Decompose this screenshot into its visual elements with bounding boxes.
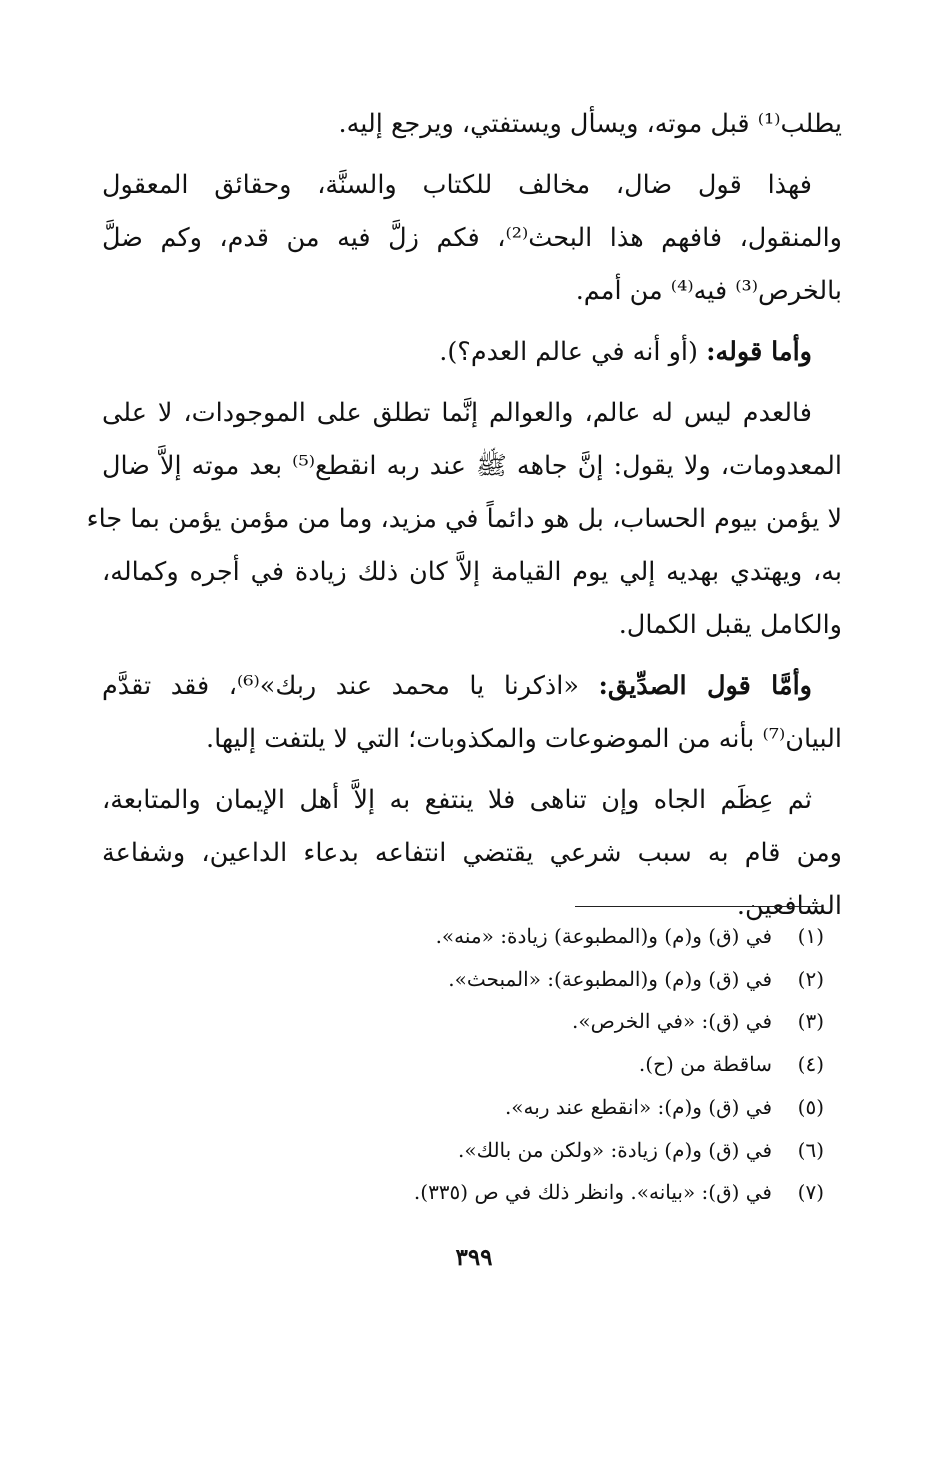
- paragraph-6-line-3: الشافعين.: [736, 891, 842, 921]
- footnote-text: في (ق) و(م) و(المطبوعة) زيادة: «منه».: [435, 924, 772, 948]
- footnote-1: [102, 915, 824, 958]
- footnotes: [102, 915, 824, 1214]
- paragraph-2-line-2: والمنقول، فافهم هذا البحث⁽²⁾، فكم زلَّ فيه من قدم، وكم ضلَّ: [102, 223, 842, 253]
- footnote-number: (٤): [797, 1052, 824, 1077]
- footnote-text: في (ق) و(م) زيادة: «ولكن من بالك».: [458, 1137, 772, 1162]
- footnote-number: (١): [797, 924, 824, 948]
- page-number: ٣٩٩: [455, 1244, 493, 1271]
- footnote-2: [102, 958, 824, 1001]
- main-text: [86, 98, 843, 933]
- footnote-text: في (ق): «بيانه». وانظر ذلك في ص (٣٣٥).: [413, 1180, 772, 1205]
- footnote-3: [102, 1000, 824, 1043]
- footnote-number: (٧): [797, 1180, 824, 1205]
- footnote-text: في (ق) و(م) و(المطبوعة): «المبحث».: [448, 966, 772, 991]
- paragraph-4-line-2: المعدومات، ولا يقول: إنَّ جاهه ﷺ عند ربه انقطع⁽⁵⁾ بعد موته إلاَّ ضال: [102, 451, 843, 481]
- footnote-number: (٦): [797, 1137, 824, 1162]
- footnote-6: [102, 1129, 824, 1172]
- footnote-number: (٥): [797, 1094, 824, 1119]
- footnote-7: [102, 1171, 824, 1214]
- paragraph-3-quote: (أو أنه في عالم العدم؟).: [439, 337, 698, 367]
- footnote-number: (٣): [797, 1009, 824, 1034]
- paragraph-4-line-5: والكامل يقبل الكمال.: [618, 610, 842, 640]
- paragraph-5-line-1: [102, 660, 842, 713]
- paragraph-2-line-3: بالخرص⁽³⁾ فيه⁽⁴⁾ من أمم.: [575, 276, 842, 306]
- paragraph-5-line-2: البيان⁽⁷⁾ بأنه من الموضوعات والمكذوبات؛ التي لا يلتفت إليها.: [205, 724, 842, 754]
- paragraph-5-quote: «اذكرنا يا محمد عند ربك»⁽⁶⁾، فقد تقدَّم: [102, 671, 579, 701]
- paragraph-1-line-1: يطلب⁽¹⁾ قبل موته، ويسأل ويستفتي، ويرجع إليه.: [338, 109, 842, 139]
- paragraph-6-line-1: ثم عِظَم الجاه وإن تناهى فلا ينتفع به إلاَّ أهل الإيمان والمتابعة،: [102, 785, 812, 815]
- paragraph-3-line-1: [102, 326, 842, 379]
- footnote-text: في (ق) و(م): «انقطع عند ربه».: [504, 1094, 772, 1119]
- footnote-5: [102, 1086, 824, 1129]
- paragraph-2-line-1: فهذا قول ضال، مخالف للكتاب والسنَّة، وحقائق المعقول: [102, 170, 812, 200]
- footnote-text: ساقطة من (ح).: [638, 1052, 772, 1077]
- paragraph-4-line-4: به، ويهتدي بهديه إلي يوم القيامة إلاَّ كان ذلك زيادة في أجره وكماله،: [102, 557, 842, 587]
- footnote-number: (٢): [797, 966, 824, 991]
- footnote-separator: [575, 906, 823, 907]
- footnote-text: في (ق): «في الخرص».: [572, 1009, 772, 1034]
- paragraph-4-line-3: لا يؤمن بيوم الحساب، بل هو دائماً في مزيد، وما من مؤمن يؤمن بما جاء: [86, 504, 842, 534]
- footnote-4: [102, 1043, 824, 1086]
- paragraph-5-lead: وأمَّا قول الصدِّيق:: [598, 671, 812, 701]
- paragraph-4-line-1: فالعدم ليس له عالم، والعوالم إنَّما تطلق على الموجودات، لا على: [102, 398, 812, 428]
- paragraph-6-line-2: ومن قام به سبب شرعي يقتضي انتفاعه بدعاء الداعين، وشفاعة: [102, 838, 842, 868]
- paragraph-3-lead: وأما قوله:: [706, 337, 812, 367]
